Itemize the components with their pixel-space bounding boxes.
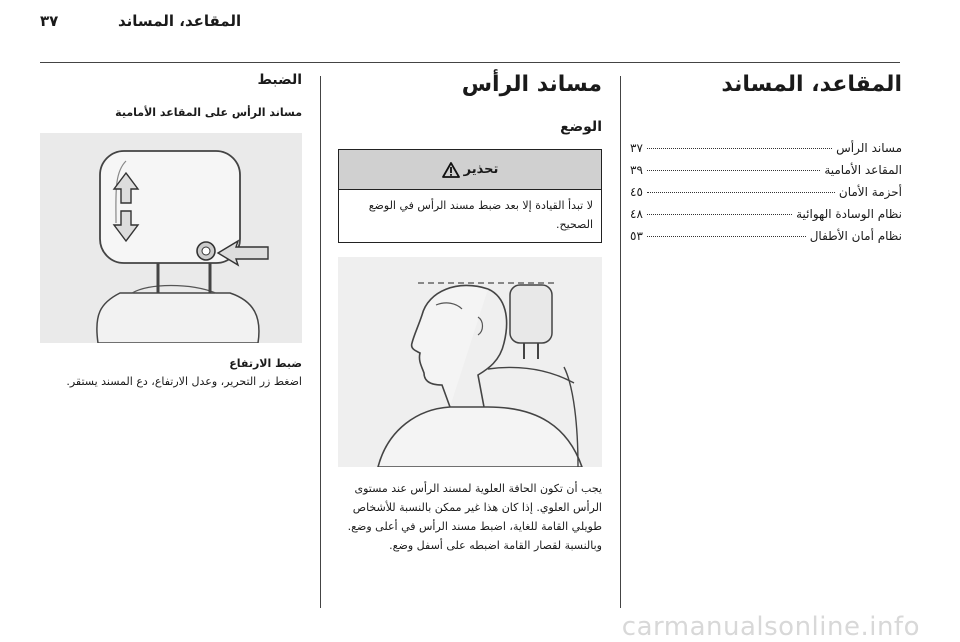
- warning-header: [339, 150, 601, 190]
- leader-dots: [647, 236, 806, 237]
- contents-item-seat-belts[interactable]: [630, 185, 902, 207]
- contents-list: [630, 141, 902, 251]
- chapter-title: المقاعد، المساند: [721, 72, 902, 97]
- leader-dots: [647, 148, 832, 149]
- adjustment-column: [40, 72, 302, 391]
- headrest-adjustment-illustration: [40, 133, 302, 343]
- height-adjustment-text: اضغط زر التحرير، وعدل الارتفاع، دع المسند يستقر.: [66, 375, 302, 388]
- contents-item-label: نظام أمان الأطفال: [809, 229, 902, 243]
- column-divider-left: [320, 76, 321, 608]
- contents-item-label: المقاعد الأمامية: [824, 163, 902, 177]
- front-headrests-title: مساند الرأس على المقاعد الأمامية: [115, 106, 302, 119]
- headrests-column: [330, 72, 602, 555]
- contents-item-airbag[interactable]: [630, 207, 902, 229]
- contents-item-page: ٤٨: [630, 207, 643, 221]
- height-adjustment-title: ضبط الارتفاع: [229, 357, 302, 370]
- contents-item-page: ٥٣: [630, 229, 643, 243]
- contents-item-label: أحزمة الأمان: [838, 185, 902, 199]
- column-divider-right: [620, 76, 621, 608]
- page-header: [0, 6, 960, 36]
- contents-item-child-restraint[interactable]: [630, 229, 902, 251]
- watermark: carmanualsonline.info: [621, 612, 920, 642]
- contents-item-page: ٣٧: [630, 141, 643, 155]
- contents-column: [630, 72, 902, 251]
- contents-item-page: ٤٥: [630, 185, 643, 199]
- leader-dots: [647, 214, 792, 215]
- contents-item-front-seats[interactable]: [630, 163, 902, 185]
- warning-box: [338, 149, 602, 243]
- header-rule: [40, 62, 900, 63]
- warning-triangle-icon: [442, 162, 460, 178]
- contents-item-label: نظام الوسادة الهوائية: [796, 207, 902, 221]
- contents-item-headrests[interactable]: [630, 141, 902, 163]
- leader-dots: [647, 192, 835, 193]
- warning-title: تحذير: [463, 162, 499, 177]
- leader-dots: [647, 170, 820, 171]
- page-number: ٣٧: [40, 12, 59, 30]
- warning-text: لا تبدأ القيادة إلا بعد ضبط مسند الرأس في الوضع الصحيح.: [368, 199, 593, 231]
- position-instructions: يجب أن تكون الحافة العلوية لمسند الرأس عند مستوى الرأس العلوي. إذا كان هذا غير ممكن بالنسبة للأشخاص طويلي القامة للغاية، اضبط مسند الرأس في أعلى وضع. وبالنسبة لقصار القامة اضبطه على أسفل وضع.: [347, 482, 602, 552]
- headrest-position-illustration: [338, 257, 602, 467]
- adjustment-title: الضبط: [257, 72, 302, 88]
- contents-item-label: مساند الرأس: [836, 141, 902, 155]
- subsection-title: الوضع: [560, 119, 602, 135]
- section-title: مساند الرأس: [461, 72, 602, 97]
- contents-item-page: ٣٩: [630, 163, 643, 177]
- running-title: المقاعد، المساند: [118, 12, 242, 30]
